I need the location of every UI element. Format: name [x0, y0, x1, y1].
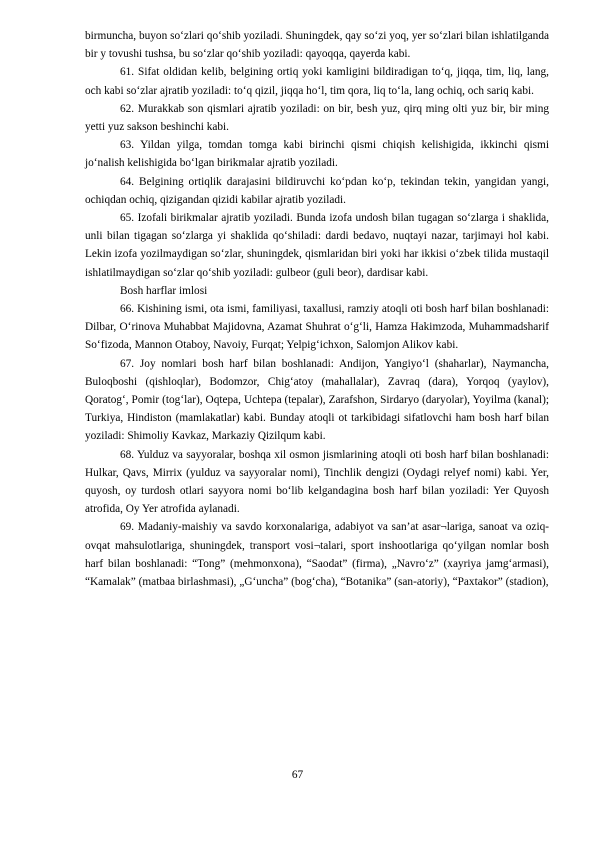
- section-heading: Bosh harflar imlosi: [120, 284, 208, 297]
- paragraph-rule-68: 68. Yulduz va sayyoralar, boshqa xil osmon jismlarining atoqli oti bosh harf bilan boshlanadi: Hulkar, Qavs, Mirrix (yulduz va sayyoralar nomi), Tinchlik dengizi (Oydagi relyef nomi) kabi. Yer, quyosh, oy turdosh otlari sayyora nomi bo‘lib kelgandagina bosh harf bilan yoziladi: Yer Quyosh atrofida, Oy Yer atrofida aylanadi.: [85, 448, 549, 516]
- paragraph-rule-66: 66. Kishining ismi, ota ismi, familiyasi, taxallusi, ramziy atoqli oti bosh harf bilan boshlanadi: Dilbar, O‘rinova Muhabbat Majidovna, Azamat Shuhrat o‘g‘li, Hamza Hakimzoda, Muhammadsharif So‘fizoda, Mannon Otaboy, Navoiy, Furqat; Yelpig‘ichxon, Salomjon Alikov kabi.: [85, 303, 549, 352]
- paragraph-continuation: birmuncha, buyon so‘zlari qo‘shib yoziladi. Shuningdek, qay so‘zi yoq, yer so‘zlari bilan ishlatilganda bir y tovushi tushsa, bu so‘zlar qo‘shib yoziladi: qayoqqa, qayerda kabi.: [85, 30, 549, 61]
- paragraph-rule-67: 67. Joy nomlari bosh harf bilan boshlanadi: Andijon, Yangiyo‘l (shaharlar), Naymancha, Buloqboshi (qishloqlar), Bodomzor, Chig‘atoy (mahallalar), Zavraq (dara), Yorqoq (yaylov), Qoratog‘, Pomir (tog‘lar), Oqtepa, Uchtepa (tepalar), Zarafshon, Sirdaryo (daryolar), Yoyilma (kanal); Turkiya, Hindiston (mamlakatlar) kabi. Bunday atoqli ot tarkibidagi sifatlovchi ham bosh harf bilan yoziladi: Shimoliy Kavkaz, Markaziy Qizilqum kabi.: [85, 357, 549, 443]
- paragraph-rule-62: 62. Murakkab son qismlari ajratib yoziladi: on bir, besh yuz, qirq ming olti yuz bir, bir ming yetti yuz sakson beshinchi kabi.: [85, 102, 549, 134]
- paragraph-rule-64: 64. Belgining ortiqlik darajasini bildiruvchi ko‘pdan ko‘p, tekindan tekin, yangidan yangi, ochiqdan ochiq, qizigandan qizidi kabilar ajratib yoziladi.: [85, 175, 549, 206]
- paragraph-rule-65: 65. Izofali birikmalar ajratib yoziladi. Bunda izofa undosh bilan tugagan so‘zlarga i shaklida, unli bilan tigagan so‘zlarga yi shaklida qo‘shiladi: dardi bedavo, nuqtayi nazar, tarjimayi hol kabi. Lekin izofa yozilmaydigan so‘zlar, shuningdek, qismlaridan biri yoki har ikkisi o‘zbek tilida mustaqil ishlatilmaydigan so‘zlar qo‘shib yoziladi: gulbeor (guli beor), dardisar kabi.: [85, 212, 549, 279]
- document-page: [85, 27, 549, 591]
- page-number: 67: [291, 769, 304, 781]
- paragraph-rule-69: 69. Madaniy-maishiy va savdo korxonalariga, adabiyot va san’at asar¬lariga, sanoat va oziq-ovqat mahsulotlariga, shuningdek, transport vosi¬talari, sport inshootlariga qo‘yilgan nomlar bosh harf bilan boshlanadi: “Tong” (mehmonxona), “Saodat” (firma), „Navro‘z” (xayriya jamg‘armasi), “Kamalak” (matbaa birlashmasi), „G‘uncha” (bog‘cha), “Botanika” (san-atoriy), “Paxtakor” (stadion),: [85, 521, 549, 589]
- paragraph-rule-61: 61. Sifat oldidan kelib, belgining ortiq yoki kamligini bildiradigan to‘q, jiqqa, tim, liq, lang, och kabi so‘zlar ajratib yoziladi: to‘q qizil, jiqqa ho‘l, tim qora, liq to‘la, lang ochiq, och sariq kabi.: [85, 66, 549, 97]
- paragraph-rule-63: 63. Yildan yilga, tomdan tomga kabi birinchi qismi chiqish kelishigida, ikkinchi qismi jo‘nalish kelishigida bo‘lgan birikmalar ajratib yoziladi.: [85, 139, 549, 170]
